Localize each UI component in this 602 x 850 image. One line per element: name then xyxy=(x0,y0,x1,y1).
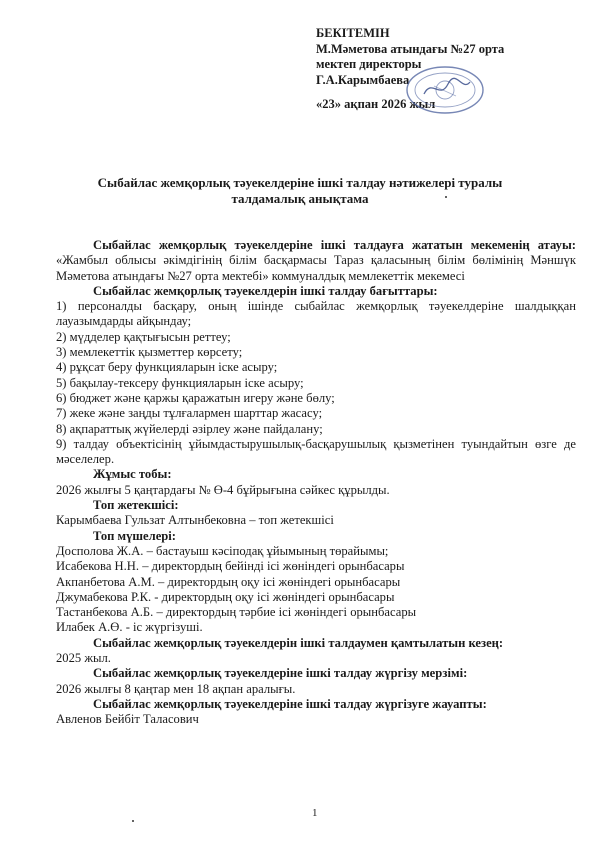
object-paragraph xyxy=(56,238,576,284)
document-title xyxy=(60,175,540,207)
object-label: Сыбайлас жемқорлық тәуекелдеріне ішкі талдауға жататын мекеменің атауы: xyxy=(93,238,576,252)
working-group-heading: Жұмыс тобы: xyxy=(93,467,172,482)
group-member-item: Акпанбетова А.М. – директордың оқу ісі жөніндегі орынбасары xyxy=(56,574,401,589)
group-member-item: Илабек А.Ө. - іс жүргізуші. xyxy=(56,620,203,635)
direction-item: 1) персоналды басқару, оның ішінде сыбайлас жемқорлық тәуекелдеріне шалдыққан лауазымдарды айқындау; xyxy=(56,299,576,329)
direction-item: 5) бақылау-тексеру функцияларын іске асыру; xyxy=(56,375,304,390)
approval-heading: БЕКІТЕМІН xyxy=(316,26,390,40)
title-line1: Сыбайлас жемқорлық тәуекелдеріне ішкі талдау нәтижелері туралы xyxy=(97,175,503,190)
title-line2: талдамалық анықтама xyxy=(231,191,369,206)
direction-item: 8) ақпараттық жүйелерді әзірлеу және пайдалану; xyxy=(56,421,323,436)
responsible-text: Авленов Бейбіт Таласович xyxy=(56,712,199,727)
direction-item: 7) жеке және заңды тұлғалармен шарттар жасасу; xyxy=(56,406,323,421)
group-member-item: Джумабекова Р.К. - директордың оқу ісі жөніндегі орынбасары xyxy=(56,589,395,604)
group-member-item: Исабекова Н.Н. – директордың бейінді ісі жөніндегі орынбасары xyxy=(56,559,405,574)
direction-item: 4) рұқсат беру функцияларын іске асыру; xyxy=(56,360,278,375)
page-number: 1 xyxy=(312,807,318,819)
approval-position-line2: мектеп директоры xyxy=(316,57,422,71)
period-heading: Сыбайлас жемқорлық тәуекелдерін ішкі талдаумен қамтылатын кезең: xyxy=(93,635,504,650)
scan-speck xyxy=(132,820,134,822)
direction-item: 6) бюджет және қаржы қаражатын игеру және бөлу; xyxy=(56,390,335,405)
responsible-heading: Сыбайлас жемқорлық тәуекелдеріне ішкі талдау жүргізуге жауапты: xyxy=(93,696,487,711)
period-text: 2025 жыл. xyxy=(56,651,111,666)
approval-name: Г.А.Карымбаева xyxy=(316,72,410,87)
term-heading: Сыбайлас жемқорлық тәуекелдеріне ішкі талдау жүргізу мерзімі: xyxy=(93,666,468,681)
working-group-text: 2026 жылғы 5 қаңтардағы № Ө-4 бұйрығына сәйкес құрылды. xyxy=(56,482,390,497)
group-leader-text: Карымбаева Гульзат Алтынбековна – топ жетекшісі xyxy=(56,513,334,528)
object-value: «Жамбыл облысы әкімдігінің білім басқармасы Тараз қаласының білім бөлімінің Мәншүк Мәметова атындағы №27 орта мектебі» коммуналдық мемлекеттік мекемесі xyxy=(56,253,576,283)
direction-item: 9) талдау объектісінің ұйымдастырушылық-басқарушылық қызметінен туындайтын өзге де мәселелер. xyxy=(56,436,576,467)
document-body xyxy=(56,238,576,728)
group-member-item: Досполова Ж.А. – бастауыш кәсіподақ ұйымының төрайымы; xyxy=(56,543,389,558)
stamp-seal-icon xyxy=(404,64,486,116)
term-text: 2026 жылғы 8 қаңтар мен 18 ақпан аралығы. xyxy=(56,681,296,696)
approval-position-line1: М.Мәметова атындағы №27 орта xyxy=(316,41,505,56)
direction-item: 3) мемлекеттік қызметтер көрсету; xyxy=(56,345,243,360)
scan-speck xyxy=(445,196,447,198)
approval-date: «23» ақпан 2026 жыл xyxy=(316,97,436,111)
directions-heading: Сыбайлас жемқорлық тәуекелдерін ішкі талдау бағыттары: xyxy=(93,283,438,298)
group-member-item: Тастанбекова А.Б. – директордың тәрбие ісі жөніндегі орынбасары xyxy=(56,605,417,620)
direction-item: 2) мүдделер қақтығысын реттеу; xyxy=(56,329,231,344)
group-leader-heading: Топ жетекшісі: xyxy=(93,498,179,513)
group-members-heading: Топ мүшелері: xyxy=(93,528,176,543)
